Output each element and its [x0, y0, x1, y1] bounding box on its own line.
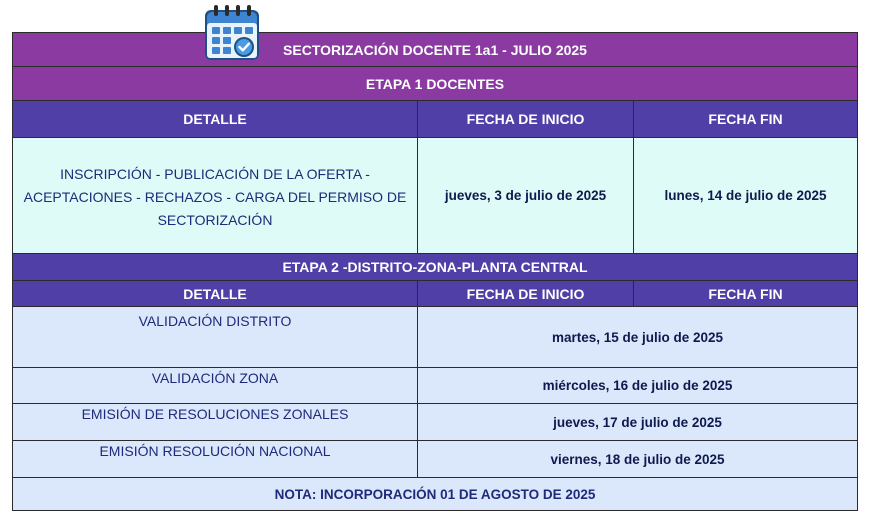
stage2-header-detail: DETALLE: [13, 281, 418, 307]
stage1-header-detail: DETALLE: [13, 101, 418, 138]
stage1-header-row: [13, 101, 858, 138]
stage1-header-start: FECHA DE INICIO: [418, 101, 634, 138]
stage1-detail: INSCRIPCIÓN - PUBLICACIÓN DE LA OFERTA - ACEPTACIONES - RECHAZOS - CARGA DEL PERMISO DE SECTORIZACIÓN: [13, 138, 418, 254]
stage2-detail: VALIDACIÓN DISTRITO: [13, 307, 418, 368]
stage2-row: [13, 254, 858, 281]
table-row: [13, 441, 858, 478]
stage1-row: [13, 67, 858, 101]
stage2-detail: EMISIÓN DE RESOLUCIONES ZONALES: [13, 404, 418, 441]
stage2-date: martes, 15 de julio de 2025: [418, 307, 858, 368]
stage1-end-date: lunes, 14 de julio de 2025: [634, 138, 858, 254]
note-row: [13, 478, 858, 511]
table-row: [13, 404, 858, 441]
stage1-header-end: FECHA FIN: [634, 101, 858, 138]
stage2-date: jueves, 17 de julio de 2025: [418, 404, 858, 441]
schedule-table: [12, 32, 858, 511]
page-title: SECTORIZACIÓN DOCENTE 1a1 - JULIO 2025: [13, 33, 858, 67]
stage1-data-row: [13, 138, 858, 254]
stage2-date: viernes, 18 de julio de 2025: [418, 441, 858, 478]
calendar-check-icon: [202, 3, 262, 63]
stage2-date: miércoles, 16 de julio de 2025: [418, 368, 858, 404]
table-row: [13, 368, 858, 404]
table-row: [13, 307, 858, 368]
stage2-header-end: FECHA FIN: [634, 281, 858, 307]
stage1-start-date: jueves, 3 de julio de 2025: [418, 138, 634, 254]
stage2-header-start: FECHA DE INICIO: [418, 281, 634, 307]
note-text: NOTA: INCORPORACIÓN 01 DE AGOSTO DE 2025: [13, 478, 858, 511]
stage1-label: ETAPA 1 DOCENTES: [13, 67, 858, 101]
stage2-detail: VALIDACIÓN ZONA: [13, 368, 418, 404]
stage2-detail: EMISIÓN RESOLUCIÓN NACIONAL: [13, 441, 418, 478]
stage2-header-row: [13, 281, 858, 307]
title-row: [13, 33, 858, 67]
stage2-label: ETAPA 2 -DISTRITO-ZONA-PLANTA CENTRAL: [13, 254, 858, 281]
